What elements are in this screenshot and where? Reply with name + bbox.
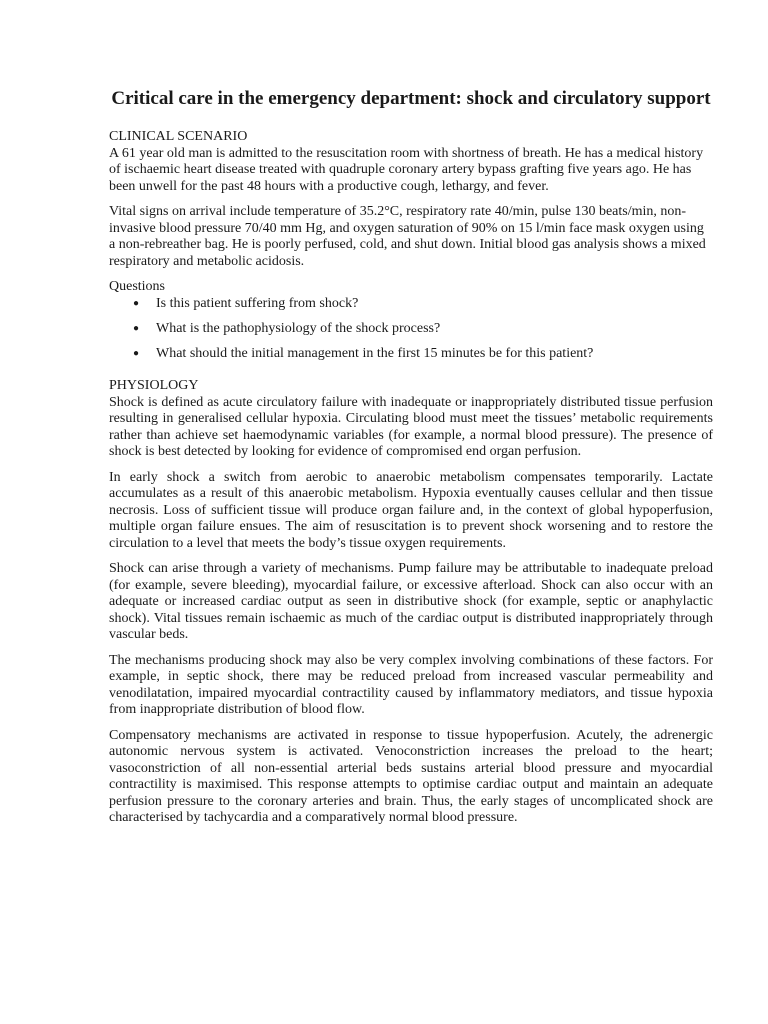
physiology-paragraph-1: Shock is defined as acute circulatory failure with inadequate or inappropriately distributed tissue perfusion resulting in generalised cellular hypoxia. Circulating blood must meet the tissues’ metabolic requirements rather than achieve set haemodynamic variables (for example, a normal blood pressure). The presence of shock is best detected by looking for evidence of compromised end organ perfusion. (109, 394, 713, 459)
document-title: Critical care in the emergency department: shock and circulatory support (111, 88, 711, 109)
question-item-3 (133, 346, 713, 363)
physiology-paragraph-3: Shock can arise through a variety of mechanisms. Pump failure may be attributable to inadequate preload (for example, severe bleeding), myocardial failure, or excessive afterload. Shock can also occur with an adequate or increased cardiac output as seen in distributive shock (for example, septic or anaphylactic shock). Vital tissues remain ischaemic as much of the cardiac output is distributed inappropriately through vascular beds. (109, 561, 713, 642)
question-text: What is the pathophysiology of the shock process? (156, 320, 441, 336)
scenario-paragraph-1: A 61 year old man is admitted to the resuscitation room with shortness of breath. He has a medical history of ischaemic heart disease treated with quadruple coronary artery bypass grafting five years ago. He has been unwell for the past 48 hours with a productive cough, lethargy, and fever. (109, 145, 704, 194)
physiology-section (109, 378, 713, 827)
physiology-paragraph-2: In early shock a switch from aerobic to anaerobic metabolism compensates temporarily. Lactate accumulates as a result of this anaerobic metabolism. Hypoxia eventually causes cellular and then tissue necrosis. Loss of sufficient tissue will produce organ failure and, in the context of global hypoperfusion, multiple organ failure ensues. The aim of resuscitation is to prevent shock worsening and to restore the circulation to a level that meets the body’s tissue oxygen requirements. (109, 469, 713, 551)
question-item-1 (133, 296, 713, 313)
questions-list (109, 296, 713, 363)
scenario-paragraph-2: Vital signs on arrival include temperature of 35.2°C, respiratory rate 40/min, pulse 130 beats/min, non-invasive blood pressure 70/40 mm Hg, and oxygen saturation of 90% on 15 l/min face mask oxygen using a non-rebreather bag. He is poorly perfused, cold, and shut down. Initial blood gas analysis shows a mixed respiratory and metabolic acidosis. (109, 204, 706, 269)
bullet-icon: ● (133, 322, 140, 334)
bullet-icon: ● (133, 297, 140, 309)
clinical-scenario-section (109, 129, 713, 270)
question-text: Is this patient suffering from shock? (156, 295, 359, 311)
clinical-scenario-heading: CLINICAL SCENARIO (109, 129, 248, 144)
question-text: What should the initial management in the first 15 minutes be for this patient? (156, 345, 594, 361)
questions-section (109, 279, 713, 362)
questions-heading: Questions (109, 279, 165, 294)
physiology-heading: PHYSIOLOGY (109, 378, 199, 393)
bullet-icon: ● (133, 347, 140, 359)
physiology-paragraph-4: The mechanisms producing shock may also be very complex involving combinations of these factors. For example, in septic shock, there may be reduced preload from increased vascular permeability and venodilatation, impaired myocardial contractility caused by inflammatory mediators, and tissue hypoxia from inappropriate distribution of blood flow. (109, 652, 713, 717)
physiology-paragraph-5: Compensatory mechanisms are activated in response to tissue hypoperfusion. Acutely, the adrenergic autonomic nervous system is activated. Venoconstriction increases the preload to the heart; vasoconstriction of all non-essential arterial beds sustains arterial blood pressure and myocardial contractility is maximised. This response attempts to optimise cardiac output and maintain an adequate perfusion pressure to the coronary arteries and brain. Thus, the early stages of uncomplicated shock are characterised by tachycardia and a comparatively normal blood pressure. (109, 727, 713, 825)
question-item-2 (133, 321, 713, 338)
